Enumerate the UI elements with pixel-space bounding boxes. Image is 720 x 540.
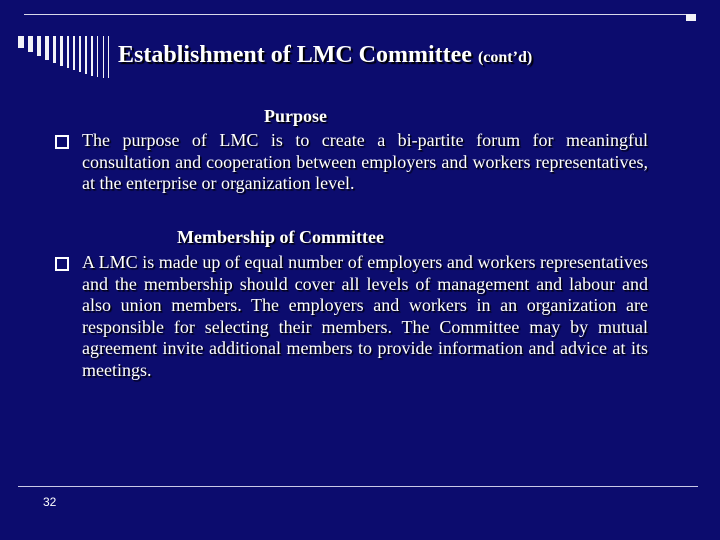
slide-title-suffix: (cont’d) [477, 49, 533, 66]
hollow-square-bullet-icon [54, 134, 70, 150]
section-heading-purpose: Purpose [264, 106, 327, 126]
footer-divider [18, 486, 698, 487]
hollow-square-bullet-icon [54, 256, 70, 272]
section-heading-membership: Membership of Committee [177, 227, 384, 247]
slide-title [118, 42, 708, 69]
section-text-purpose: The purpose of LMC is to create a bi-partite forum for meaningful consultation and cooperation between employers and workers representatives, at the enterprise or organization level. [82, 130, 648, 194]
slide-title-text: Establishment of LMC Committee [118, 42, 472, 68]
section-text-membership: A LMC is made up of equal number of employers and workers representatives and the membership should cover all levels of management and labour and also union members. The employers and workers in an organization are responsible for selecting their members. The Committee may by mutual agreement invite additional members to provide information and advice at its meetings. [82, 252, 648, 380]
page-number: 32 [43, 495, 57, 509]
